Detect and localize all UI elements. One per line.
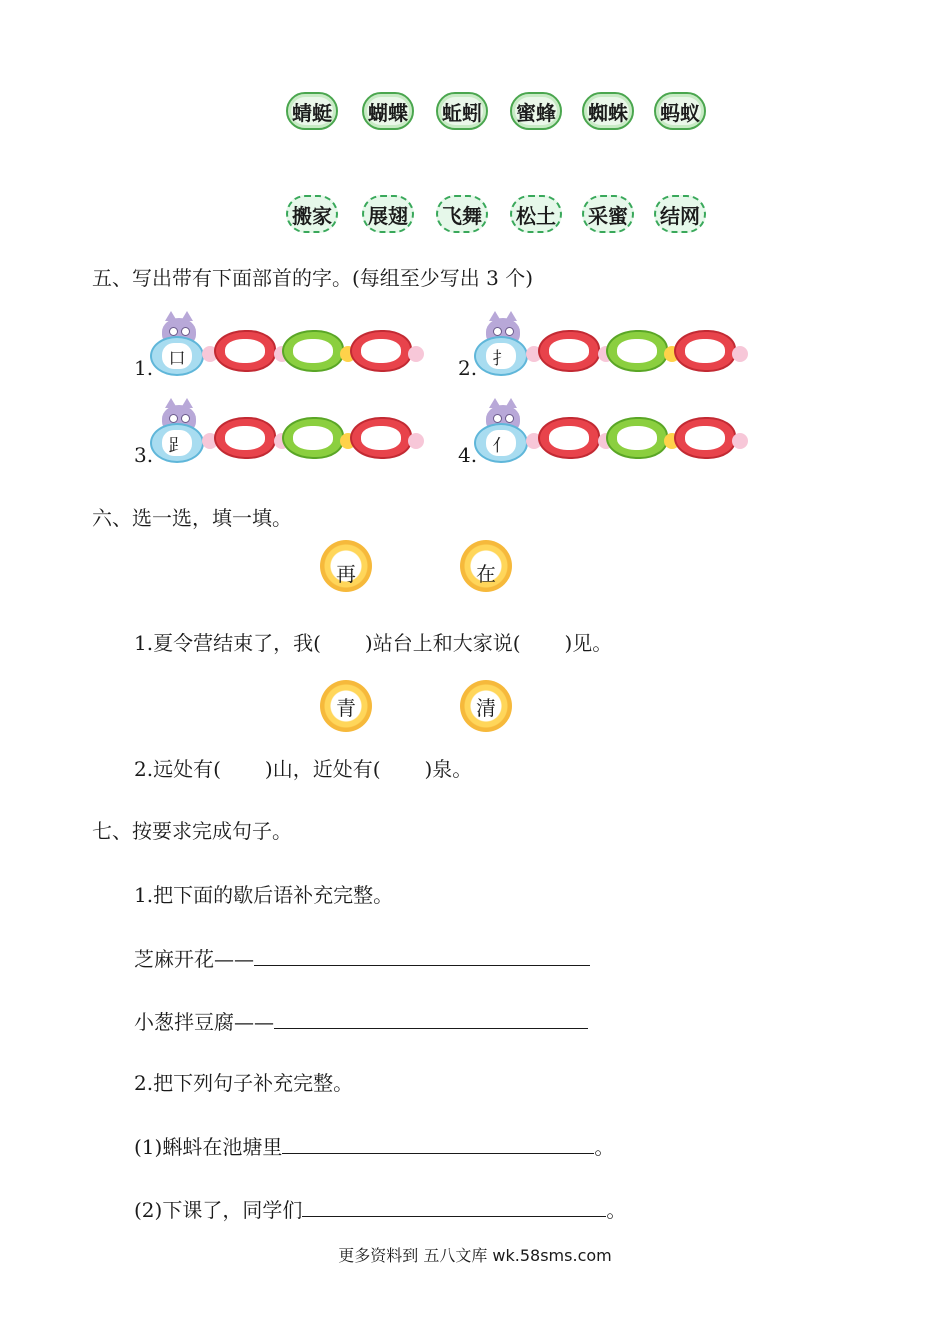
radical-bowl [150,336,204,376]
answer-slot[interactable] [282,330,344,372]
answer-line[interactable] [282,1133,594,1154]
radical-char: 𧾷 [162,430,192,456]
radical-row-1 [150,318,450,380]
item-number: 2. [458,356,478,380]
radical-char: 口 [162,343,192,369]
word-pill: 蜜蜂 [510,92,562,130]
sentence-1-text: (1)蝌蚪在池塘里 [134,1135,283,1159]
choice-flower[interactable] [320,680,372,732]
q2-part-b: )山，近处有( [264,757,381,781]
answer-line[interactable] [254,945,590,966]
xiehouyu-1 [134,945,590,972]
question-2 [134,756,472,782]
section5-heading: 五、写出带有下面部首的字。(每组至少写出 3 个) [92,266,534,290]
radical-bowl [474,423,528,463]
answer-line[interactable] [274,1008,588,1029]
radical-char: 扌 [486,343,516,369]
sentence-end: 。 [594,1135,615,1159]
sentence-end: 。 [606,1198,627,1222]
word-pill: 蜘蛛 [582,92,634,130]
sentence-2 [134,1196,626,1223]
word-pill: 松土 [510,195,562,233]
q1-part-a: 1.夏令营结束了，我( [134,631,321,655]
word-pill: 蝴蝶 [362,92,414,130]
q1-part-c: )见。 [564,631,613,655]
xiehouyu-2 [134,1008,588,1035]
answer-slot[interactable] [282,417,344,459]
word-pill: 蚂蚁 [654,92,706,130]
item-number: 4. [458,443,478,467]
radical-row-4 [474,405,774,467]
radical-bowl [150,423,204,463]
choice-flower[interactable] [460,680,512,732]
choice-flower[interactable] [320,540,372,592]
word-pill: 蜻蜓 [286,92,338,130]
item-number: 1. [134,356,154,380]
question-1 [134,630,612,656]
xiehouyu-2-text: 小葱拌豆腐—— [134,1010,274,1034]
answer-slot[interactable] [214,330,276,372]
section7-sub2: 2.把下列句子补充完整。 [134,1071,354,1095]
word-pill: 搬家 [286,195,338,233]
choice-char: 青 [336,695,356,720]
section6-heading: 六、选一选，填一填。 [92,506,292,530]
answer-slot[interactable] [350,417,412,459]
answer-slot[interactable] [674,330,736,372]
answer-slot[interactable] [538,417,600,459]
footer-link[interactable]: 更多资料到 五八文库 wk.58sms.com [338,1246,612,1265]
answer-slot[interactable] [538,330,600,372]
answer-slot[interactable] [606,417,668,459]
xiehouyu-1-text: 芝麻开花—— [134,947,254,971]
answer-slot[interactable] [214,417,276,459]
word-pill: 飞舞 [436,195,488,233]
word-pill: 蚯蚓 [436,92,488,130]
radical-row-2 [474,318,774,380]
word-pill: 采蜜 [582,195,634,233]
section7-heading: 七、按要求完成句子。 [92,819,292,843]
answer-line[interactable] [302,1196,606,1217]
sentence-1 [134,1133,614,1160]
q1-part-b: )站台上和大家说( [364,631,521,655]
item-number: 3. [134,443,154,467]
word-pill: 展翅 [362,195,414,233]
choice-flower[interactable] [460,540,512,592]
choice-char: 清 [476,695,496,720]
word-pill: 结网 [654,195,706,233]
section7-sub1: 1.把下面的歇后语补充完整。 [134,883,394,907]
choice-char: 在 [476,561,496,586]
choice-char: 再 [336,561,356,586]
radical-row-3 [150,405,450,467]
answer-slot[interactable] [674,417,736,459]
sentence-2-text: (2)下课了，同学们 [134,1198,303,1222]
answer-slot[interactable] [350,330,412,372]
q2-part-c: )泉。 [424,757,473,781]
q2-part-a: 2.远处有( [134,757,221,781]
radical-bowl [474,336,528,376]
answer-slot[interactable] [606,330,668,372]
radical-char: 亻 [486,430,516,456]
